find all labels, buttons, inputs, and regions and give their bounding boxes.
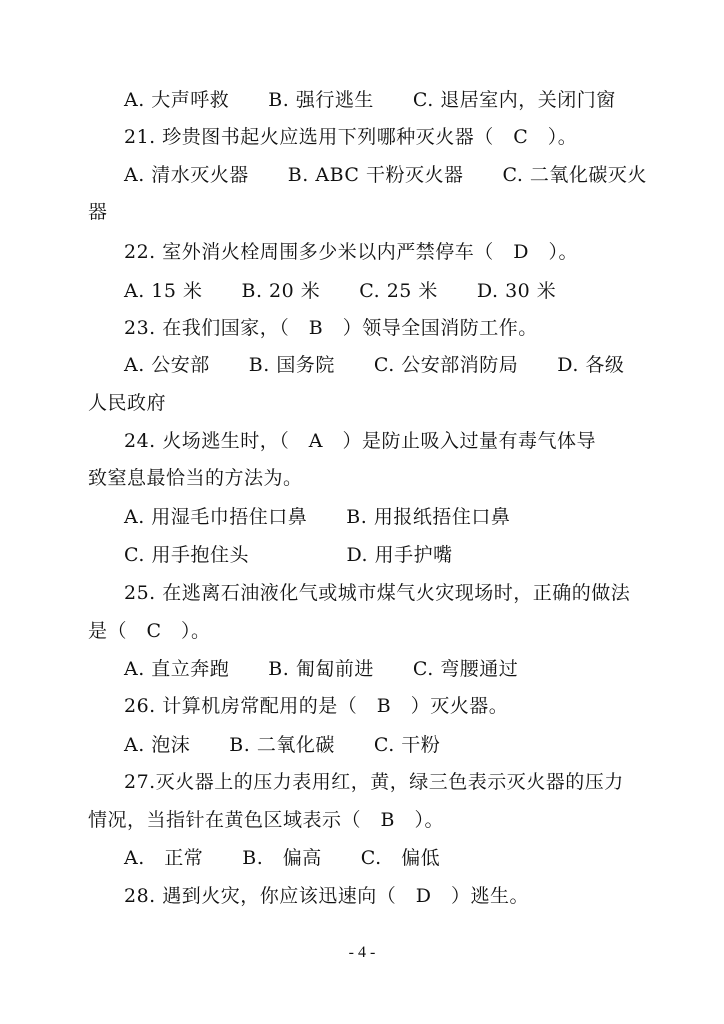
option-line-q20: A. 大声呼救 B. 强行逃生 C. 退居室内，关闭门窗 [124, 89, 616, 111]
question-28: 28. 遇到火灾，你应该迅速向（ D ）逃生。 [124, 885, 529, 907]
option-line-q22: A. 15 米 B. 20 米 C. 25 米 D. 30 米 [124, 280, 557, 302]
option-line-q21-cont: 器 [88, 201, 108, 223]
question-27-cont: 情况，当指针在黄色区域表示（ B ）。 [88, 809, 444, 831]
option-line-q23-cont: 人民政府 [88, 392, 167, 414]
option-line-q21: A. 清水灭火器 B. ABC 干粉灭火器 C. 二氧化碳灭火 [124, 164, 647, 186]
question-21: 21. 珍贵图书起火应选用下列哪种灭火器（ C ）。 [124, 126, 578, 148]
option-line-q26: A. 泡沫 B. 二氧化碳 C. 干粉 [124, 734, 441, 756]
page-number: - 4 - [348, 944, 376, 961]
question-25: 25. 在逃离石油液化气或城市煤气火灾现场时，正确的做法 [124, 582, 631, 604]
question-25-cont: 是（ C ）。 [88, 620, 211, 642]
option-line-q24-a: A. 用湿毛巾捂住口鼻 B. 用报纸捂住口鼻 [124, 506, 511, 528]
question-24: 24. 火场逃生时，（ A ）是防止吸入过量有毒气体导 [124, 430, 596, 452]
option-line-q23: A. 公安部 B. 国务院 C. 公安部消防局 D. 各级 [124, 354, 625, 376]
option-line-q24-b: C. 用手抱住头 D. 用手护嘴 [124, 544, 453, 566]
question-23: 23. 在我们国家，（ B ）领导全国消防工作。 [124, 317, 538, 339]
question-22: 22. 室外消火栓周围多少米以内严禁停车（ D ）。 [124, 241, 578, 263]
option-line-q25: A. 直立奔跑 B. 匍匐前进 C. 弯腰通过 [124, 658, 519, 680]
question-24-cont: 致窒息最恰当的方法为。 [88, 467, 303, 489]
option-line-q27: A. 正常 B. 偏高 C. 偏低 [124, 847, 441, 869]
question-27: 27.灭火器上的压力表用红，黄，绿三色表示灭火器的压力 [124, 771, 624, 793]
question-26: 26. 计算机房常配用的是（ B ）灭火器。 [124, 695, 509, 717]
